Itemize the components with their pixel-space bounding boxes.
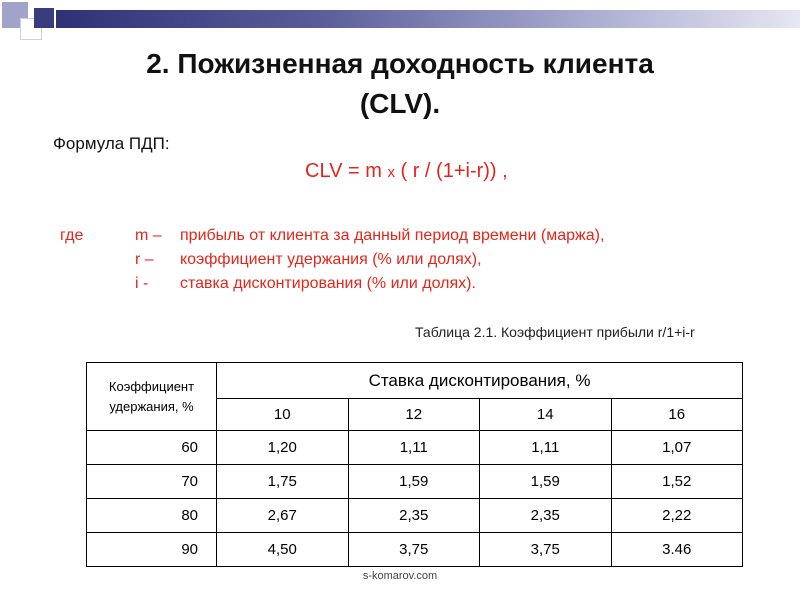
table-cell: 3,75 xyxy=(348,533,480,567)
legend-symbol-r: r – xyxy=(135,251,154,268)
table-cell: 1,59 xyxy=(348,465,480,499)
table-cell: 2,67 xyxy=(217,499,349,533)
table-row xyxy=(87,499,743,533)
table-cell: 1,75 xyxy=(217,465,349,499)
formula-lhs: CLV = m xyxy=(305,160,382,182)
row-header: 80 xyxy=(87,499,217,533)
table-cell: 1,59 xyxy=(480,465,612,499)
corner-header-line-1: Коэффициент xyxy=(108,378,195,394)
title-line-1: 2. Пожизненная доходность клиента xyxy=(146,48,654,79)
table-cell: 2,22 xyxy=(611,499,743,533)
legend-text-m: прибыль от клиента за данный период времени (маржа), xyxy=(180,227,605,244)
table-cell: 2,35 xyxy=(480,499,612,533)
corner-header-line-2: удержания, % xyxy=(109,398,194,414)
column-header: 14 xyxy=(480,399,612,431)
group-header: Ставка дисконтирования, % xyxy=(217,363,743,399)
corner-header xyxy=(87,363,217,431)
legend-where: где xyxy=(60,227,84,244)
legend-text-i: ставка дисконтирования (% или долях). xyxy=(180,275,476,292)
table-row xyxy=(87,533,743,567)
clv-formula xyxy=(305,160,508,183)
table-cell: 3.46 xyxy=(611,533,743,567)
table-cell: 1,11 xyxy=(480,431,612,465)
table-cell: 1,20 xyxy=(217,431,349,465)
table-row xyxy=(87,465,743,499)
header-gradient-band xyxy=(56,10,800,28)
legend-text-r: коэффициент удержания (% или долях), xyxy=(180,251,482,268)
legend-symbol-m: m – xyxy=(135,227,162,244)
decor-square-dark xyxy=(34,8,54,28)
formula-operator: x xyxy=(387,164,395,181)
table-cell: 1,11 xyxy=(348,431,480,465)
table-row xyxy=(87,431,743,465)
slide-title xyxy=(40,44,760,124)
row-header: 70 xyxy=(87,465,217,499)
footer-source: s-komarov.com xyxy=(362,570,438,582)
formula-label: Формула ПДП: xyxy=(53,134,170,153)
formula-rhs: ( r / (1+i-r)) , xyxy=(400,160,508,182)
table-caption: Таблица 2.1. Коэффициент прибыли r/1+i-r xyxy=(415,324,695,340)
table-cell: 1,07 xyxy=(611,431,743,465)
legend-symbol-i: i - xyxy=(135,275,149,292)
row-header: 60 xyxy=(87,431,217,465)
column-header: 16 xyxy=(611,399,743,431)
column-header: 10 xyxy=(217,399,349,431)
table-cell: 2,35 xyxy=(348,499,480,533)
row-header: 90 xyxy=(87,533,217,567)
table-cell: 1,52 xyxy=(611,465,743,499)
table-header-row xyxy=(87,363,743,399)
table-cell: 4,50 xyxy=(217,533,349,567)
profit-coefficient-table xyxy=(86,362,743,567)
table-cell: 3,75 xyxy=(480,533,612,567)
title-line-2: (CLV). xyxy=(359,88,441,119)
column-header: 12 xyxy=(348,399,480,431)
